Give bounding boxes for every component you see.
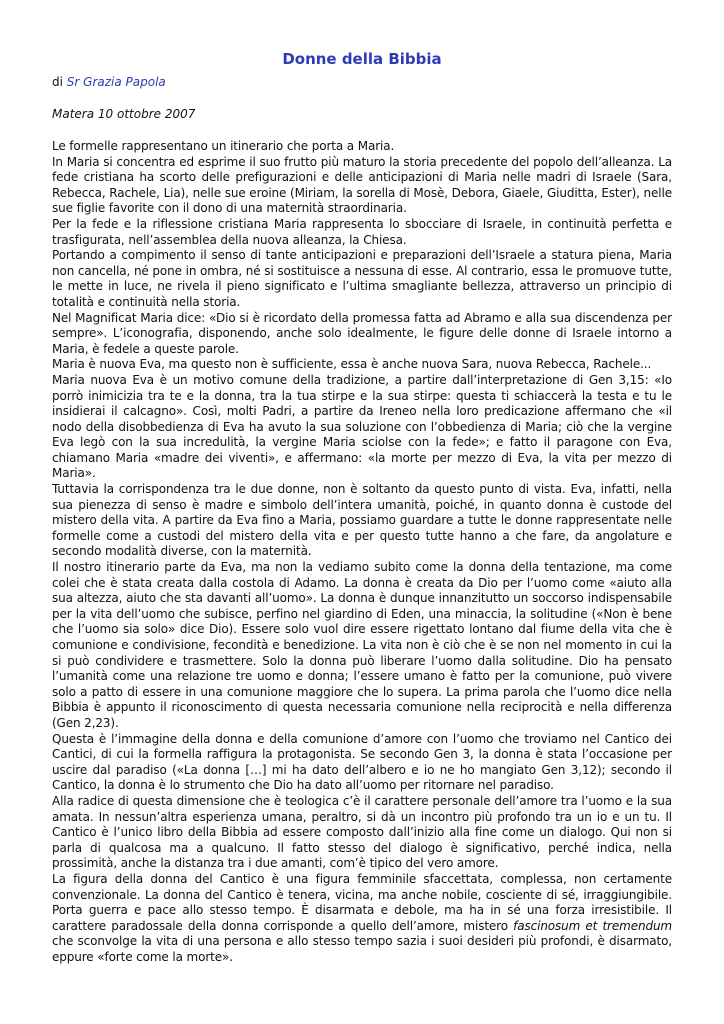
document-title: Donne della Bibbia xyxy=(282,50,442,68)
paragraph: Questa è l’immagine della donna e della comunione d’amore con l’uomo che troviamo nel Cantico dei Cantici, di cui la formella raffigura la protagonista. Se secondo Gen 3, la donna è stata l’occasione per uscire dal paradiso («La donna […] mi ha dato dell’albero e io ne ho mangiato Gen 3,12); secondo il Cantico, la donna è lo strumento che Dio ha dato all’uomo per ritornare nel paradiso. xyxy=(52,731,672,793)
paragraph-last xyxy=(52,872,672,966)
latin-emphasis: fascinosum et tremendum xyxy=(513,918,672,933)
paragraph: Portando a compimento il senso di tante anticipazioni e preparazioni dell’Israele a statura piena, Maria non cancella, né pone in ombra, né si sostituisce a nessuna di esse. Al contrario, essa le promuove tutte, le mette in luce, ne rivela il pieno significato e l’ultima smagliante bellezza, attraverso un principio di totalità e continuità nella storia. xyxy=(52,248,672,309)
article-body xyxy=(52,139,672,965)
paragraph: Le formelle rappresentano un itinerario che porta a Maria. xyxy=(52,139,395,153)
paragraph: Maria nuova Eva è un motivo comune della tradizione, a partire dall’interpretazione di Gen 3,15: «Io porrò inimicizia tra te e la donna, tra la tua stirpe e la sua stirpe: questa ti schiaccerà la testa e tu le insidierai il calcagno». Così, molti Padri, a partire da Ireneo nella loro predicazione affermano che «il nodo della disobbedienza di Eva ha avuto la sua soluzione con l’obbedienza di Maria; ciò che la vergine Eva legò con la sua incredulità, la vergine Maria sciolse con la fede»; e fatto il paragone con Eva, chiamano Maria «madre dei viventi», e affermano: «la morte per mezzo di Eva, la vita per mezzo di Maria». xyxy=(52,372,672,481)
paragraph: Nel Magnificat Maria dice: «Dio si è ricordato della promessa fatta ad Abramo e alla sua discendenza per sempre». L’iconografia, disponendo, anche solo idealmente, le figure delle donne di Israele intorno a Maria, è fedele a queste parole. xyxy=(52,310,672,356)
paragraph: In Maria si concentra ed esprime il suo frutto più maturo la storia precedente del popolo dell’alleanza. La fede cristiana ha scorto delle prefigurazioni e delle anticipazioni di Maria nelle madri di Israele (Sara, Rebecca, Rachele, Lia), nelle sue eroine (Miriam, la sorella di Mosè, Debora, Giaele, Giuditta, Ester), nelle sue figlie favorite con il dono di una maternità straordinaria. xyxy=(52,154,672,216)
paragraph: Il nostro itinerario parte da Eva, ma non la vediamo subito come la donna della tentazione, ma come colei che è stata creata dalla costola di Adamo. La donna è creata da Dio per l’uomo come «aiuto alla sua altezza, aiuto che sta davanti all’uomo». La donna è dunque innanzitutto un soccorso indispensabile per la vita dell’uomo che subisce, perfino nel giardino di Eden, una minaccia, la solitudine («Non è bene che l’uomo sia solo» dice Dio). Essere solo vuol dire essere rigettato lontano dal fiume della vita che è comunione e condivisione, fecondità e benedizione. La vita non è ciò che è se non nel momento in cui la si può condividere e trasmettere. Solo la donna può liberare l’uomo dalla solitudine. Dio ha pensato l’umanità come una relazione tre uomo e donna; l’essere umano è fatto per la comunione, può vivere solo a patto di essere in una comunione maggiore che lo supera. La prima parola che l’uomo dice nella Bibbia è appunto il riconoscimento di questa necessaria comunione nella reciprocità e nella differenza (Gen 2,23). xyxy=(52,560,672,730)
byline-prefix: di xyxy=(52,75,63,89)
paragraph: Alla radice di questa dimensione che è teologica c’è il carattere personale dell’amore tra l’uomo e la sua amata. In nessun’altra esperienza umana, peraltro, si dà un incontro più profondo tra un io e un tu. Il Cantico è l’unico libro della Bibbia ad essere composto dall’inizio alla fine come un dialogo. Qui non si parla di qualcosa ma a qualcuno. Il fatto stesso del dialogo è significativo, perché indica, nella prossimità, anche la distanza tra i due amanti, com’è tipico del vero amore. xyxy=(52,793,672,871)
dateline: Matera 10 ottobre 2007 xyxy=(52,107,196,121)
paragraph-text: che sconvolge la vita di una persona e allo stesso tempo sazia i suoi desideri più profondi, è disarmato, eppure «forte come la morte». xyxy=(52,934,672,964)
paragraph: Maria è nuova Eva, ma questo non è sufficiente, essa è anche nuova Sara, nuova Rebecca, Rachele... xyxy=(52,357,652,372)
paragraph: Tuttavia la corrispondenza tra le due donne, non è soltanto da questo punto di vista. Eva, infatti, nella sua pienezza di senso è madre e simbolo dell’intera umanità, poiché, in quanto donna è custode del mistero della vita. A partire da Eva fino a Maria, possiamo guardare a tutte le donne rappresentate nelle formelle come a custodi del mistero della vita e per questo tutte hanno a che fare, da angolature e secondo modalità diverse, con la maternità. xyxy=(52,482,672,559)
paragraph-text: La figura della donna del Cantico è una figura femminile sfaccettata, complessa, non certamente convenzionale. La donna del Cantico è tenera, vicina, ma anche nobile, cosciente di sé, irraggiungibile. Porta guerra e pace allo stesso tempo. È disarmata e debole, ma ha in sé una forza irresistibile. Il carattere paradossale della donna corrisponde a quello dell’amore, mistero xyxy=(52,871,672,933)
author-link[interactable]: Sr Grazia Papola xyxy=(66,75,166,89)
byline xyxy=(52,74,672,90)
document-page xyxy=(52,50,672,965)
paragraph: Per la fede e la riflessione cristiana Maria rappresenta lo sbocciare di Israele, in continuità perfetta e trasfigurata, nell’assemblea della nuova alleanza, la Chiesa. xyxy=(52,216,672,247)
